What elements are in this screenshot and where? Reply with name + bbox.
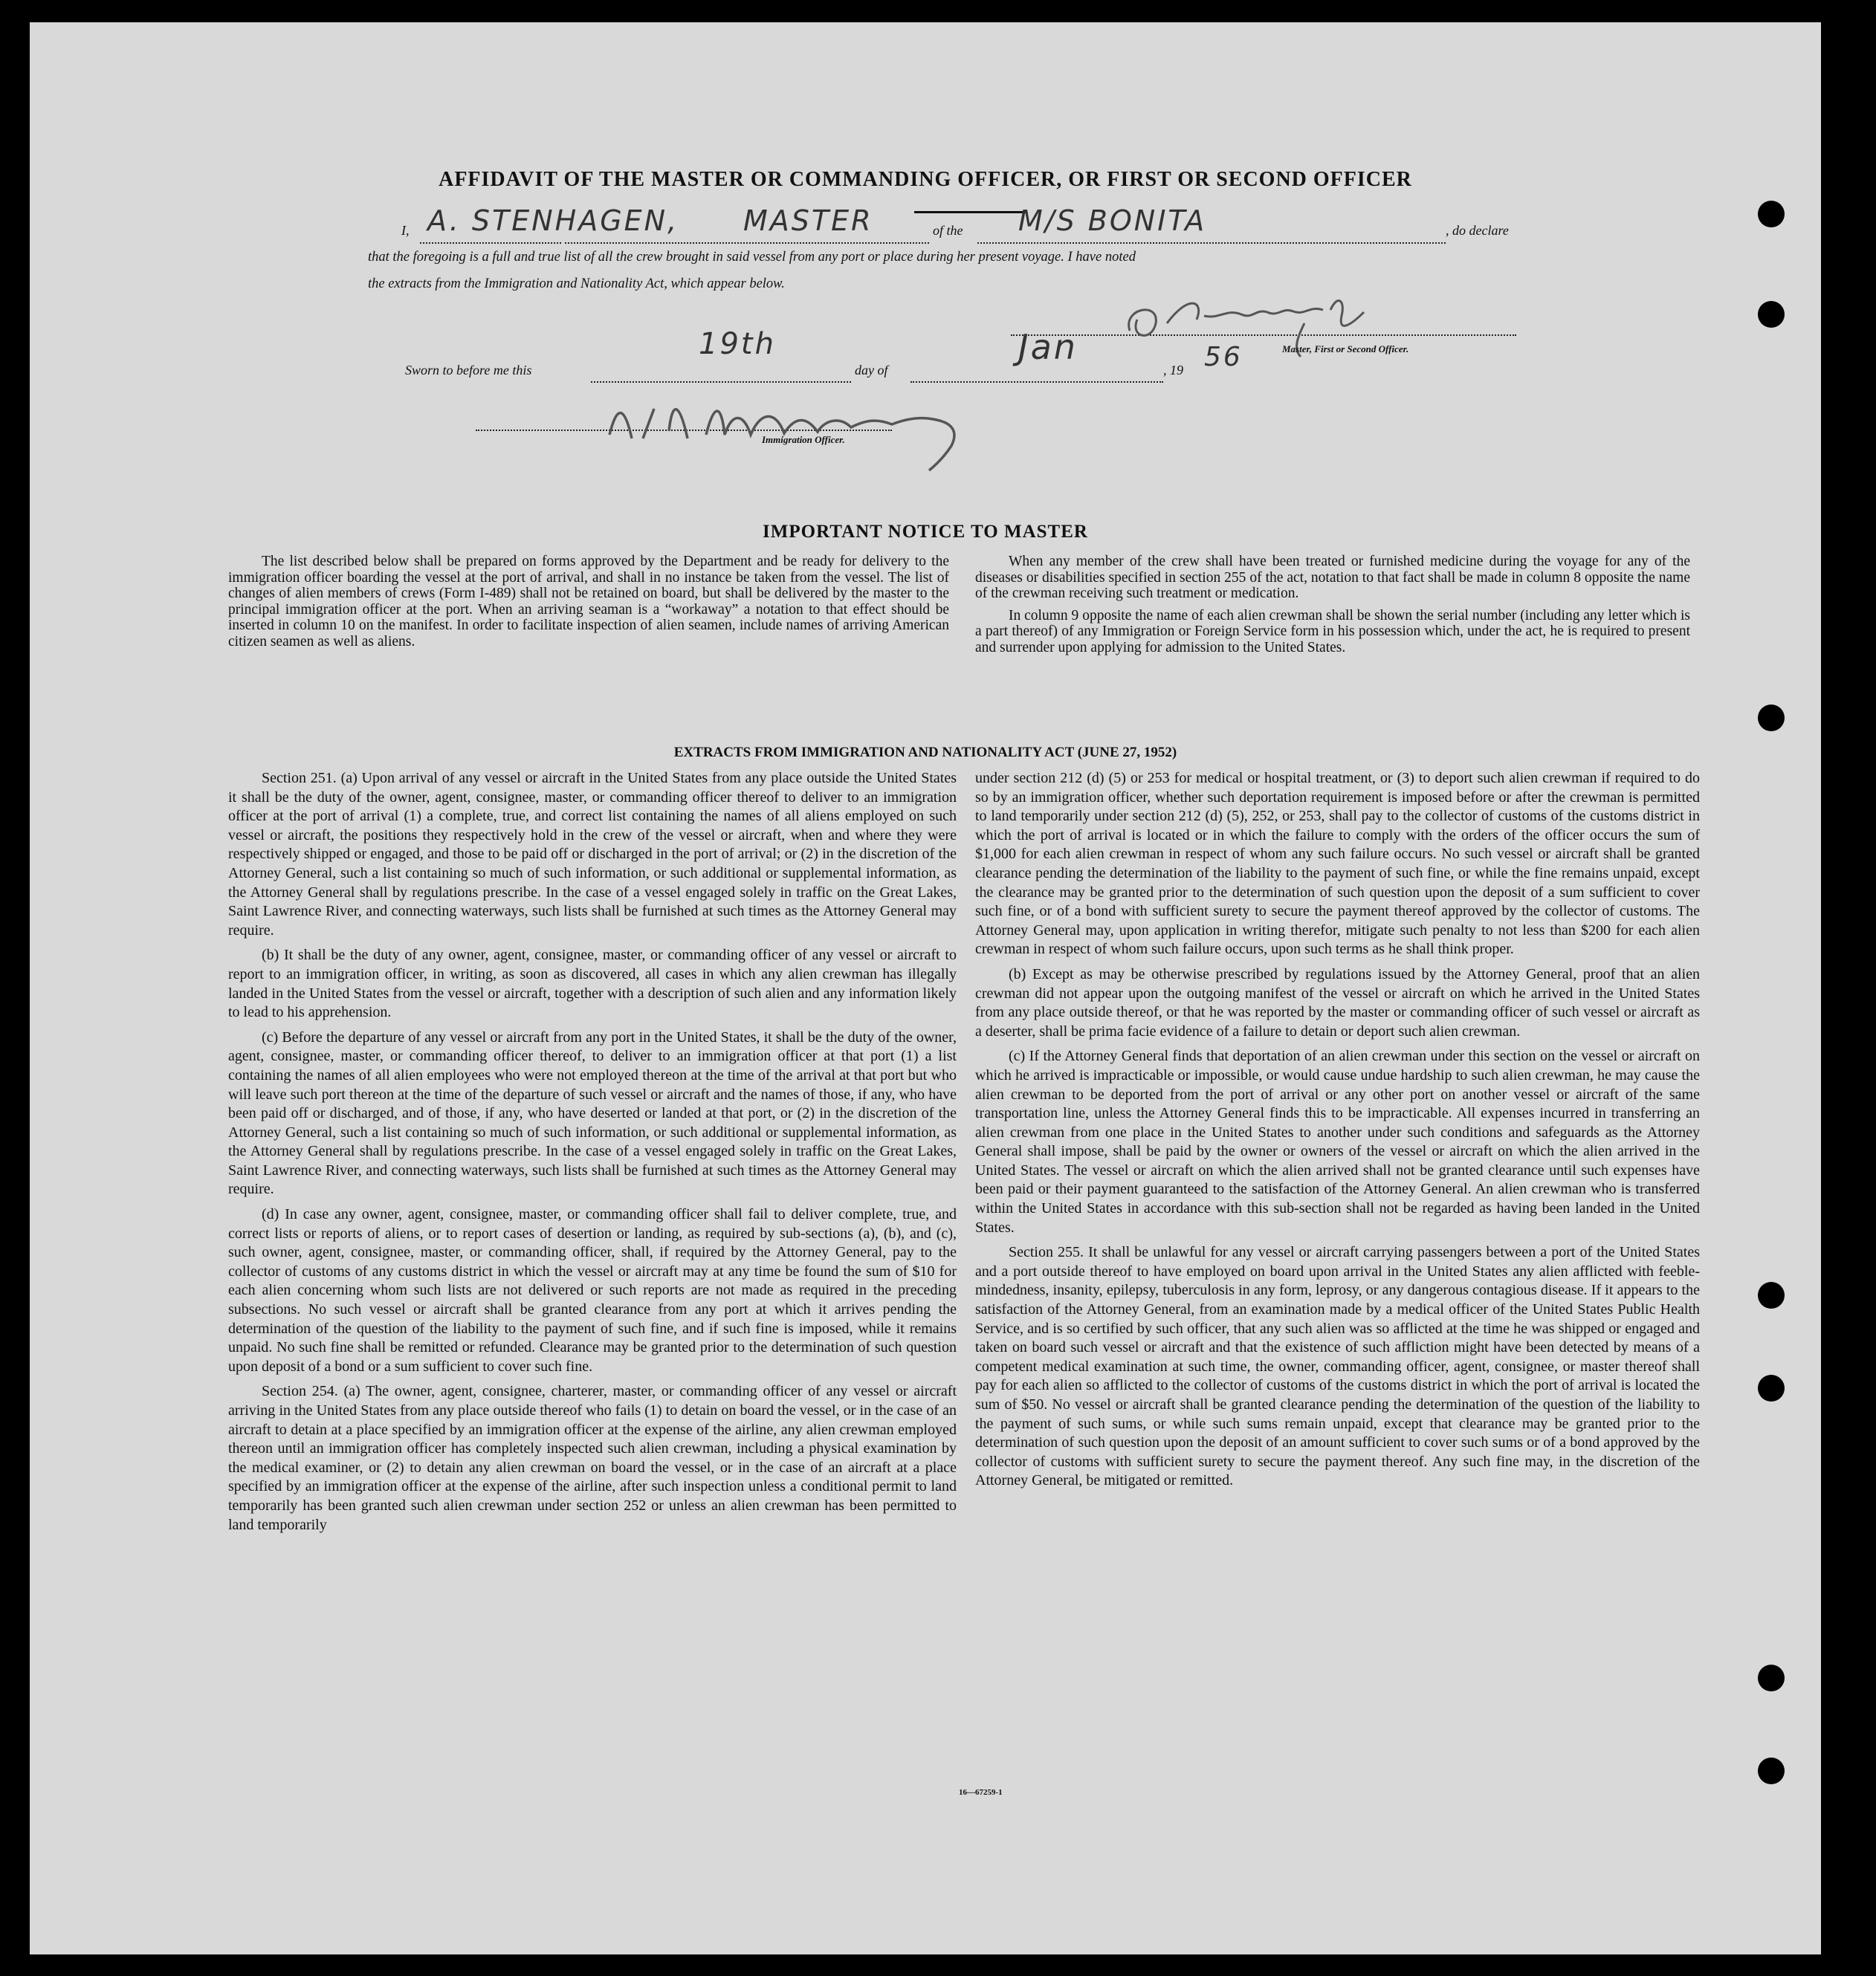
declaration-line-3: the extracts from the Immigration and Nationality Act, which appear below. [368, 276, 785, 291]
section-paragraph: under section 212 (d) (5) or 253 for medical or hospital treatment, or (3) to deport such alien crewman if required to do so by an immigration officer, whether such deportation requirement is imposed before or after the crewman is permitted to land temporarily under section 212 (d) (5), 252, or 253, shall pay to the collector of customs of the customs district in which the port of arrival is located or in which the failure to comply with the orders of the officer occurs the sum of $1,000 for each alien crewman in respect of whom any such failure occurs. No such vessel or aircraft shall be granted clearance pending the determination of the liability to the payment of such fine, or while the fine remains unpaid, except the clearance may be granted prior to the determination of such question upon the deposit of a sum sufficient to cover such fine, or of a bond with sufficient surety to secure the payment thereof approved by the collector of customs. The Attorney General may, upon application in writing therefor, mitigate such penalty to not less than $200 for each alien crewman in respect of whom such failure occurs, upon such terms as he shall think proper. [975, 770, 1700, 958]
extracts-right-column [975, 769, 1700, 1497]
vessel-name: M/S BONITA [1018, 204, 1207, 237]
notice-paragraph: In column 9 opposite the name of each alien crewman shall be shown the serial number (including any letter which is a part thereof) of any Immigration or Foreign Service form in his possession which, under the act, he is required to present and surrender upon applying for admission to the United States. [975, 607, 1690, 655]
section-paragraph: (c) Before the departure of any vessel or aircraft from any port in the United States, it shall be the duty of the owner, agent, consignee, master, or commanding officer thereof, to deliver to an immigration officer at that port (1) a list containing the names of all alien employees who were not employed thereon at the time of the arrival at that port but who will leave such port thereon at the time of the departure of such vessel or aircraft and the names of those, if any, who have been paid off or discharged, and of those, if any, who have deserted or landed at that port, or (2) in the discretion of the Attorney General, such a list containing so much of such information, or such additional or supplemental information, as the Attorney General shall by regulations prescribe. In the case of a vessel engaged solely in traffic on the Great Lakes, Saint Lawrence River, and connecting waterways, such lists shall be furnished at such times as the Attorney General may require. [228, 1029, 957, 1198]
title-rule [914, 211, 1026, 213]
punch-hole-icon [1758, 301, 1785, 328]
do-declare: , do declare [1446, 223, 1509, 238]
extracts-left-column [228, 769, 957, 1541]
i-label: I, [401, 223, 410, 238]
document-page [30, 22, 1821, 1954]
punch-hole-icon [1758, 1375, 1785, 1402]
day-of-label: day of [855, 363, 888, 378]
of-the-label: of the [933, 223, 963, 238]
extracts-title: EXTRACTS FROM IMMIGRATION AND NATIONALITY ACT (JUNE 27, 1952) [673, 745, 1177, 760]
notice-paragraph: When any member of the crew shall have been treated or furnished medicine during the voyage for any of the diseases or disabilities specified in section 255 of the act, notation to that fact shall be made in column 8 opposite the name of the crewman receiving such treatment or medication. [975, 554, 1690, 601]
punch-hole-icon [1758, 1758, 1785, 1784]
section-paragraph: (b) It shall be the duty of any owner, agent, consignee, master, or commanding officer of any vessel or aircraft to report to an immigration officer, in writing, as soon as discovered, all cases in which any alien crewman has illegally landed in the United States from the vessel or aircraft, together with a description of such alien and any information likely to lead to his apprehension. [228, 947, 957, 1021]
punch-hole-icon [1758, 1665, 1785, 1691]
section-paragraph: Section 255. It shall be unlawful for any vessel or aircraft carrying passengers between a port of the United States and a port outside thereof to have employed on board upon arrival in the United States any alien afflicted with feeble-mindedness, insanity, epilepsy, tuberculosis in any form, leprosy, or any dangerous contagious disease. If it appears to the satisfaction of the Attorney General, from an examination made by a medical officer of the United States Public Health Service, and is so certified by such officer, that any such alien was so afflicted at the time he was shipped or engaged and taken on board such vessel or aircraft and that the existence of such affliction might have been detected by means of a competent medical examination at such time, the owner, commanding officer, agent, consignee, or master thereof shall pay for each alien so afflicted to the collector of customs of the customs district in which the port of arrival is located the sum of $50. No vessel or aircraft shall be granted clearance pending the determination of the question of the liability to the payment of such sums, or while such sums remain unpaid, except that clearance may be granted prior to the determination of such question upon the deposit of an amount sufficient to cover such sums or of a bond approved by the collector of customs with sufficient surety to secure the payment thereof. Any such fine may, in the discretion of the Attorney General, be mitigated or remitted. [975, 1244, 1700, 1489]
punch-hole-icon [1758, 201, 1785, 227]
master-rank: MASTER [743, 204, 873, 237]
form-number: 16—67259-1 [959, 1788, 1003, 1797]
notice-paragraph: The list described below shall be prepared on forms approved by the Department and be ready for delivery to the immigration officer boarding the vessel at the port of arrival, and shall in no instance be taken from the vessel. The list of changes of alien members of crews (Form I-489) shall not be retained on board, but shall be delivered by the master to the principal immigration officer at the port. When an arriving seaman is a “workaway” a notation to that effect should be inserted in column 10 on the manifest. In order to facilitate inspection of alien seamen, include names of arriving American citizen seamen as well as aliens. [228, 554, 949, 650]
sworn-label: Sworn to before me this [405, 363, 532, 378]
officer-caption: Immigration Officer. [762, 434, 845, 445]
notice-title: IMPORTANT NOTICE TO MASTER [763, 522, 1088, 542]
section-paragraph: (b) Except as may be otherwise prescribed by regulations issued by the Attorney General, proof that an alien crewman did not appear upon the outgoing manifest of the vessel or aircraft on which he arrived in the United States from any place outside thereof, or that he was reported by the master or commanding officer of such vessel or aircraft as a deserter, shall be prima facie evidence of a failure to detain or deport such alien crewman. [975, 965, 1700, 1040]
master-name: A. STENHAGEN, [427, 204, 679, 237]
declaration-line-2: that the foregoing is a full and true list of all the crew brought in said vessel from any port or place during her present voyage. I have noted [368, 250, 1136, 265]
affidavit-title: AFFIDAVIT OF THE MASTER OR COMMANDING OFFICER, OR FIRST OR SECOND OFFICER [439, 168, 1412, 191]
sworn-day: 19th [699, 327, 776, 361]
master-caption: Master, First or Second Officer. [1282, 343, 1409, 354]
notice-right-column [975, 554, 1690, 661]
section-paragraph: Section 254. (a) The owner, agent, consignee, charterer, master, or commanding officer of any vessel or aircraft arriving in the United States from any place outside thereof who fails (1) to detain on board the vessel, or in the case of an aircraft to detain at a place specified by an immigration officer at the expense of the airline, any alien crewman employed thereon until an immigration officer has completely inspected such alien crewman, including a physical examination by the medical examiner, or (2) to detain any alien crewman on board the vessel, or in the case of an aircraft at a place specified by an immigration officer at the expense of the airline, after such inspection unless a conditional permit to land temporarily has been granted such alien crewman under section 252 or unless an alien crewman has been permitted to land temporarily [228, 1383, 957, 1533]
signature-icon [602, 375, 1018, 472]
punch-hole-icon [1758, 704, 1785, 731]
section-paragraph: (d) In case any owner, agent, consignee, master, or commanding officer shall fail to deliver complete, true, and correct lists or reports of aliens, or to report cases of desertion or landing, as required by sub-sections (a), (b), and (c), such owner, agent, consignee, master, or commanding officer, shall, if required by the Attorney General, pay to the collector of customs of any customs district in which the vessel or aircraft may at any time be found the sum of $10 for each alien concerning whom such lists are not delivered or such reports are not made as required in the preceding subsections. No such vessel or aircraft shall be granted clearance from any port at which it arrives pending the determination of the question of the liability to the payment of such fine, and if such fine is imposed, while it remains unpaid. No such fine shall be remitted or refunded. Clearance may be granted prior to the determination of such question upon deposit of a bond or a sum sufficient to cover such fine. [228, 1206, 957, 1375]
section-paragraph: Section 251. (a) Upon arrival of any vessel or aircraft in the United States from any place outside the United States it shall be the duty of the owner, agent, consignee, master, or commanding officer thereof to deliver to an immigration officer at the port of arrival (1) a complete, true, and correct list containing the names of all aliens employed on such vessel or aircraft, the positions they respectively hold in the crew of the vessel or aircraft, when and where they were respectively shipped or engaged, and those to be paid off or discharged in the port of arrival; or (2) in the discretion of the Attorney General, such a list containing so much of such information, or such additional or supplemental information, as the Attorney General shall by regulations prescribe. In the case of a vessel engaged solely in traffic on the Great Lakes, Saint Lawrence River, and connecting waterways, such lists shall be furnished at such times as the Attorney General may require. [228, 770, 957, 939]
sworn-month: Jan [1018, 327, 1078, 367]
notice-left-column [228, 554, 949, 655]
year-prefix: , 19 [1163, 363, 1183, 378]
year-suffix: 56 [1204, 342, 1243, 372]
punch-hole-icon [1758, 1282, 1785, 1309]
section-paragraph: (c) If the Attorney General finds that deportation of an alien crewman under this section on the vessel or aircraft on which he arrived is impracticable or impossible, or would cause undue hardship to such alien crewman, he may cause the alien crewman to be deported from the port of arrival or any other port on another vessel or aircraft of the same transportation line, unless the Attorney General finds this to be impracticable. All expenses incurred in transferring an alien crewman from one place in the United States to another under such conditions and safeguards as the Attorney General shall impose, shall be paid by the owner or owners of the vessel or aircraft on which the alien arrived in the United States. The vessel or aircraft on which the alien arrived shall not be granted clearance until such expenses have been paid or their payment guaranteed to the satisfaction of the Attorney General. An alien crewman who is transferred within the United States in accordance with this sub-section shall not be regarded as having been landed in the United States. [975, 1048, 1700, 1236]
